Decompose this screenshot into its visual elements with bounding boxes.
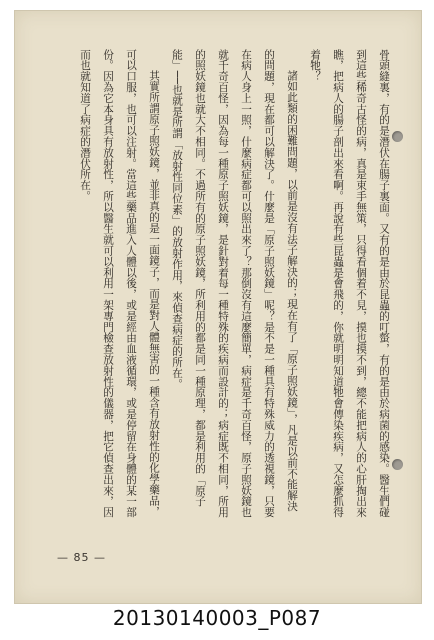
paragraph-1: 骨頭縫裏，有的是潛伏在腸子裏面。又有的是由於昆蟲的叮螫，有的是由於病菌的感染。醫生們碰到這些稀奇古怪的病，真是束手無策，只得看個着不見，摸也摸不到，總不能把病人的心肝掏出來瞧，把病人的腸子剖出來看啊。再說有些昆蟲是會飛的，你就明明知道牠會傳染疾病，又怎麼抓得着牠？ <box>309 49 390 518</box>
paragraph-3: 其實所謂原子照妖鏡，並非真的是一面鏡子，而是對人體無害的一種含有放射性的化學藥品，可以口服，也可以注射。當這些藥品進入人體以後，或是經由血液循環，或是停留在身體的某一部份。因為它本身具有放射性，所以醫生就可以利用一架專門檢查放射性的儀器，把它偵查出來，因而也就知道了病症的潛伏所在。 <box>79 49 160 518</box>
vertical-text-block <box>45 49 395 519</box>
paragraph-2: 諸如此類的困難問題，以前是沒有法子解決的；現在有了「原子照妖鏡」，凡是以前不能解決的問題，現在都可以解決了。什麼是「原子照妖鏡」呢？是不是一種具有特殊威力的透視鏡，只要在病人身上一照，什麼病症都可以照出來了？那倒沒有這麼簡單，病症是千奇百怪，原子照妖鏡也就千奇百怪，因為每一種原子照妖鏡，是針對着每一種特殊的疾病而設計的；病症既不相同，所用的照妖鏡也就大不相同。不過所有的原子照妖鏡，所利用的都是同一種原理，都是利用的「原子能」──也就是所謂「放射性同位素」的放射作用，來偵查病症的所在。 <box>171 49 298 518</box>
image-caption: 20130140003_P087 <box>112 606 322 630</box>
page-number: — 85 — <box>57 551 106 564</box>
book-page <box>14 10 422 604</box>
